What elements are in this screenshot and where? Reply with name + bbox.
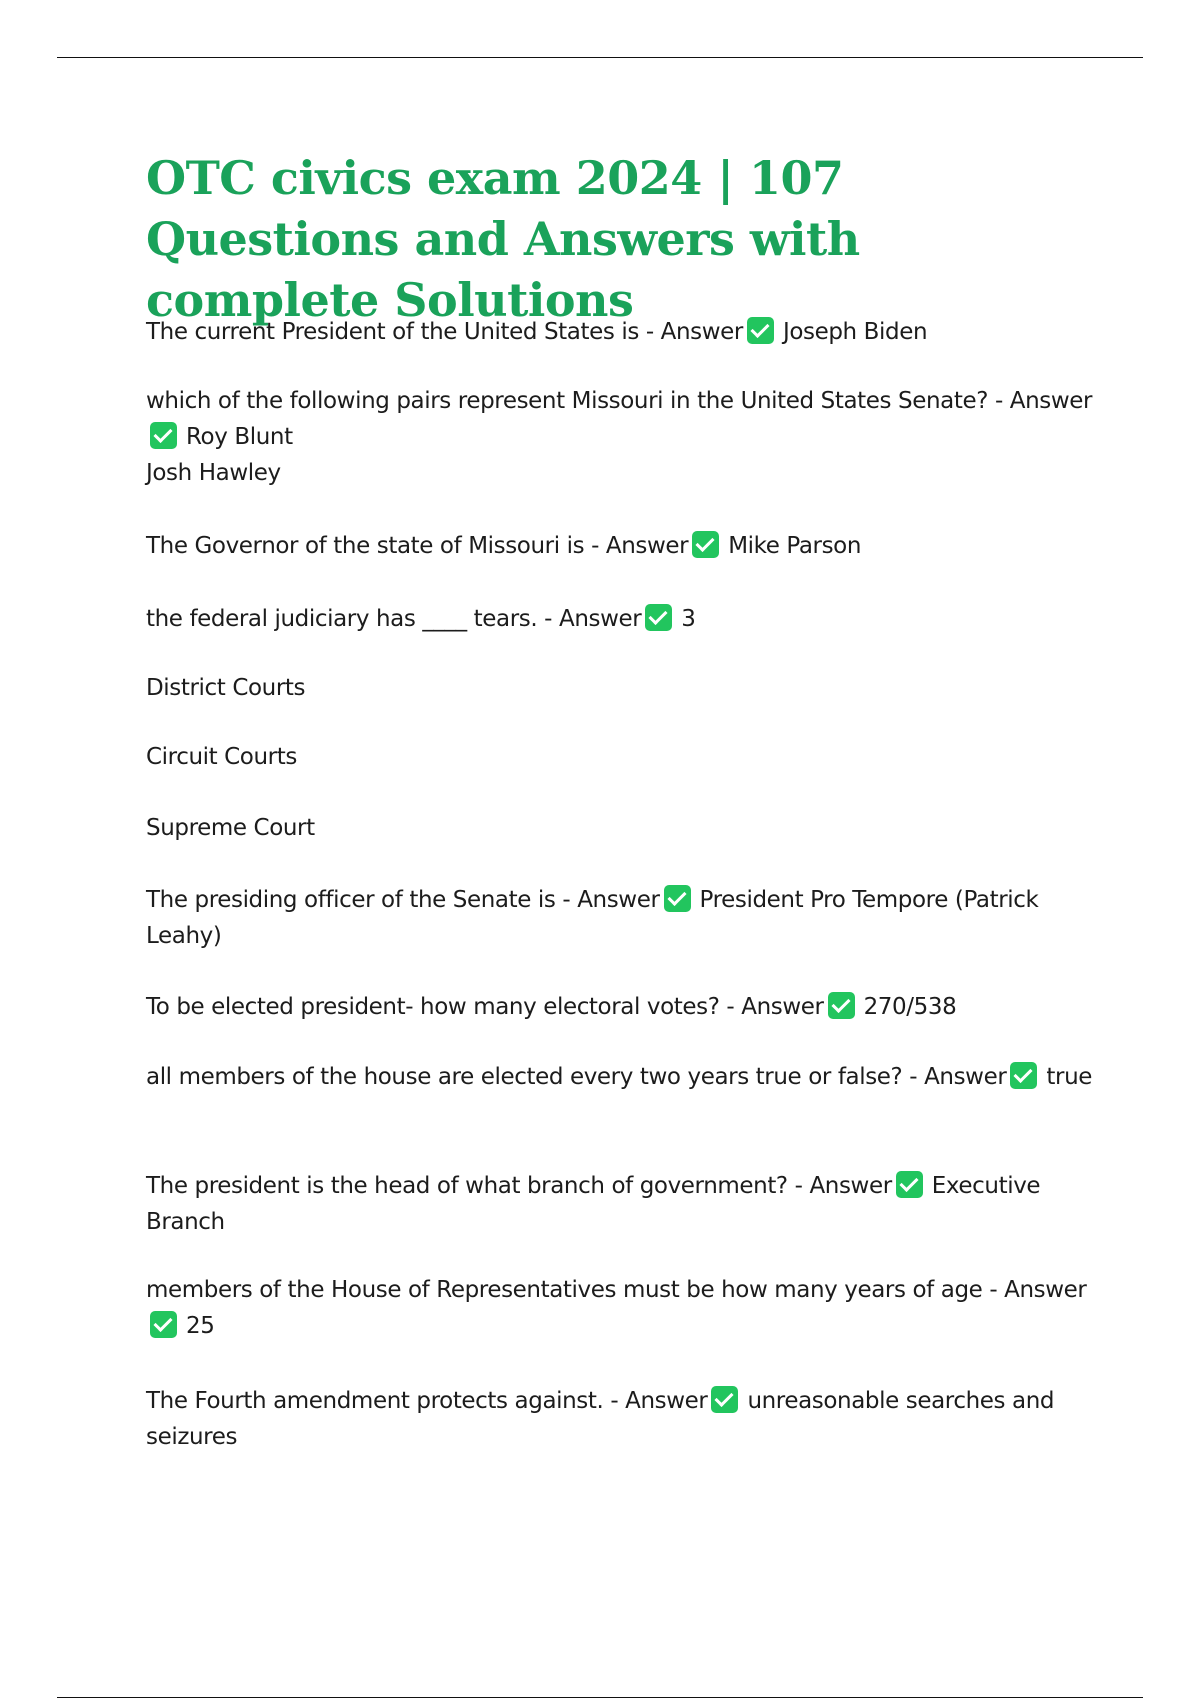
answer-text: 25 — [186, 1313, 215, 1339]
answer-text: Executive Branch — [146, 1173, 1041, 1235]
question-text: The president is the head of what branch of government? - Answer — [146, 1173, 892, 1199]
answer-text-line2: Josh Hawley — [146, 460, 281, 486]
qa-item-6 — [146, 989, 1106, 1025]
check-box-icon — [692, 531, 719, 558]
check-box-icon — [645, 604, 672, 631]
answer-text: Roy Blunt — [186, 424, 293, 450]
qa-item-3 — [146, 528, 1106, 564]
list-item-circuit-courts: Circuit Courts — [146, 744, 297, 770]
answer-text: President Pro Tempore (Patrick Leahy) — [146, 887, 1039, 949]
bottom-divider — [57, 1697, 1143, 1698]
answer-text: Joseph Biden — [782, 319, 928, 345]
question-text: which of the following pairs represent Missouri in the United States Senate? - Answer — [146, 388, 1093, 414]
question-text: The presiding officer of the Senate is - Answer — [146, 887, 660, 913]
qa-item-7 — [146, 1059, 1106, 1095]
check-box-icon — [664, 885, 691, 912]
page-title: OTC civics exam 2024 | 107 Questions and Answers with complete Solutions — [146, 151, 860, 327]
top-divider — [57, 57, 1143, 58]
answer-text: Mike Parson — [728, 533, 862, 559]
check-box-icon — [711, 1386, 738, 1413]
check-box-icon — [150, 1311, 177, 1338]
qa-item-4 — [146, 601, 1106, 637]
qa-item-2 — [146, 383, 1106, 491]
question-text: To be elected president- how many electoral votes? - Answer — [146, 994, 824, 1020]
qa-item-10 — [146, 1383, 1106, 1455]
check-box-icon — [150, 422, 177, 449]
question-text: the federal judiciary has ____ tears. - Answer — [146, 606, 642, 632]
answer-text: true — [1046, 1064, 1092, 1090]
answer-text: 270/538 — [863, 994, 957, 1020]
qa-item-8 — [146, 1168, 1106, 1240]
qa-item-5 — [146, 882, 1106, 954]
check-box-icon — [828, 992, 855, 1019]
question-text: members of the House of Representatives must be how many years of age - Answer — [146, 1277, 1087, 1303]
question-text: The Fourth amendment protects against. - Answer — [146, 1388, 708, 1414]
qa-item-9 — [146, 1272, 1106, 1344]
question-text: all members of the house are elected every two years true or false? - Answer — [146, 1064, 1007, 1090]
qa-item-1 — [146, 314, 1106, 350]
list-item-district-courts: District Courts — [146, 675, 306, 701]
answer-text: unreasonable searches and seizures — [146, 1388, 1055, 1450]
question-text: The current President of the United States is - Answer — [146, 319, 743, 345]
check-box-icon — [896, 1171, 923, 1198]
check-box-icon — [747, 317, 774, 344]
answer-text: 3 — [681, 606, 696, 632]
list-item-supreme-court: Supreme Court — [146, 815, 315, 841]
check-box-icon — [1010, 1062, 1037, 1089]
question-text: The Governor of the state of Missouri is - Answer — [146, 533, 689, 559]
